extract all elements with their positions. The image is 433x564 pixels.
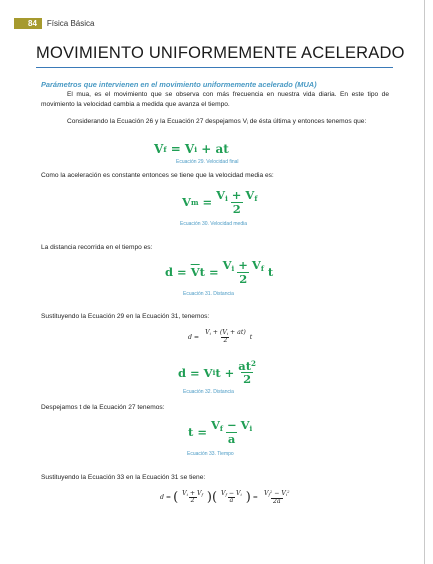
page-header (14, 18, 94, 29)
chapter-divider (36, 67, 393, 68)
paragraph-solve-t: Despejamos t de la Ecuación 27 tenemos: (41, 404, 165, 411)
page-number: 84 (14, 18, 42, 29)
caption-equation-31: Ecuación 31. Distancia (183, 291, 234, 297)
caption-equation-32: Ecuación 32. Distancia (183, 389, 234, 395)
paragraph-distance: La distancia recorrida en el tiempo es: (41, 244, 153, 251)
chapter-title: MOVIMIENTO UNIFORMEMENTE ACELERADO (36, 44, 405, 62)
paragraph-substitute-33: Sustituyendo la Ecuación 33 en la Ecuación 31 se tiene: (41, 474, 206, 481)
equation-30: V m = $\frac{V_i + V_f}{2}$ (182, 188, 258, 217)
equation-33: t = $\frac{V_f - V_i}{a}$ (188, 418, 253, 447)
equation-intermediate-distance: d = $\frac{V_i + (V_i + at)}{2}$ t (188, 329, 253, 344)
equation-final-distance: d = ( $\frac{V_i + V_f}{2}$ ) ( $\frac{V_f - V_i}{a}$ ) = $\frac{V_f^2 - V_i^2}{2a}$ (160, 489, 290, 506)
paragraph-considering: Considerando la Ecuación 26 y la Ecuación 27 despejamos $V_i$ de ésta última y entonces tenemos que: (67, 118, 367, 126)
section-heading: Parámetros que intervienen en el movimiento uniformemente acelerado (MUA) (41, 80, 317, 89)
paragraph-velocity-mean: Como la aceleración es constante entonces se tiene que la velocidad media es: (41, 172, 274, 179)
book-title: Física Básica (46, 19, 95, 28)
caption-equation-30: Ecuación 30. Velocidad media (180, 221, 247, 227)
paragraph-substitute-29: Sustituyendo la Ecuación 29 en la Ecuación 31, tenemos: (41, 313, 210, 320)
equation-32: d = V i t + $\frac{at^2}{2}$ (178, 359, 257, 387)
paragraph-intro: El mua, es el movimiento que se observa con más frecuencia en nuestra vida diaria. En este tipo de movimiento la velocidad cambia a medida que avanza el tiempo. (41, 91, 389, 108)
page-border (424, 0, 425, 564)
caption-equation-29: Ecuación 29. Velocidad final (176, 159, 239, 165)
equation-29: V f = V i + at (154, 142, 229, 156)
equation-31: d = $\overline{V}$ t = $\frac{V_i + V_f}{2}$ t (165, 258, 274, 287)
caption-equation-33: Ecuación 33. Tiempo (187, 451, 234, 457)
